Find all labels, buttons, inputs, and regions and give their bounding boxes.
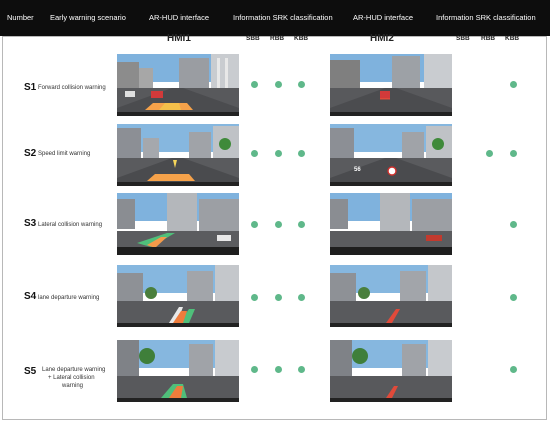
indicator-dot	[251, 221, 258, 228]
indicator-dot	[251, 81, 258, 88]
scenario-id: S4	[24, 291, 37, 302]
hmi2-title: HMI2	[370, 33, 394, 44]
hmi2-col-sbb: SBB	[456, 35, 470, 42]
indicator-dot	[275, 81, 282, 88]
hmi2-col-kbb: KBB	[505, 35, 520, 42]
hmi1-hud-image-s4	[117, 265, 239, 327]
scenario-name-line-2: + Lateral collision	[48, 375, 95, 381]
scenario-name-line-3: warning	[62, 383, 84, 389]
hmi1-col-sbb: SBB	[246, 35, 260, 42]
hmi2-col-rbb: RBB	[481, 35, 496, 42]
indicator-dot	[275, 150, 282, 157]
hud-speed-value: 56	[354, 167, 361, 173]
hmi2-hud-image-s3	[330, 193, 452, 255]
indicator-dot	[298, 294, 305, 301]
indicator-dot	[298, 221, 305, 228]
scenario-id: S2	[24, 148, 37, 159]
header-info-1: Information SRK classification	[233, 13, 333, 22]
indicator-dot	[510, 366, 517, 373]
scenario-name: lane departure warning	[38, 295, 100, 301]
indicator-dot	[251, 366, 258, 373]
header-number: Number	[7, 13, 34, 22]
header-info-2: Information SRK classification	[436, 13, 536, 22]
indicator-dot	[298, 150, 305, 157]
scenario-id: S1	[24, 82, 37, 93]
indicator-dot	[486, 150, 493, 157]
header-interface-1: AR-HUD interface	[149, 13, 210, 22]
scenario-id: S3	[24, 218, 37, 229]
scenario-name: Speed limit warning	[38, 151, 91, 157]
header-scenario: Early warning scenario	[50, 13, 126, 22]
scenario-id: S5	[24, 366, 37, 377]
hmi1-hud-image-s5	[117, 340, 239, 402]
hmi1-hud-image-s3	[117, 193, 239, 255]
hmi2-hud-image-s4	[330, 265, 452, 327]
scenario-name-line-1: Lane departure warning	[42, 367, 106, 373]
hmi2-hud-image-s5	[330, 340, 452, 402]
header-interface-2: AR-HUD interface	[353, 13, 414, 22]
hmi1-col-kbb: KBB	[294, 35, 309, 42]
indicator-dot	[510, 81, 517, 88]
hmi2-hud-image-s1	[330, 54, 452, 116]
indicator-dot	[251, 150, 258, 157]
hmi2-hud-image-s2	[330, 124, 452, 186]
indicator-dot	[251, 294, 258, 301]
scenario-name: Lateral collision warning	[38, 222, 103, 228]
indicator-dot	[275, 294, 282, 301]
indicator-dot	[275, 366, 282, 373]
indicator-dot	[510, 294, 517, 301]
indicator-dot	[298, 366, 305, 373]
hmi1-col-rbb: RBB	[270, 35, 285, 42]
hmi1-hud-image-s1	[117, 54, 239, 116]
indicator-dot	[275, 221, 282, 228]
scenario-name: Forward collision warning	[38, 85, 106, 91]
indicator-dot	[510, 150, 517, 157]
indicator-dot	[298, 81, 305, 88]
hmi1-hud-image-s2	[117, 124, 239, 186]
hmi1-title: HMI1	[167, 33, 191, 44]
indicator-dot	[510, 221, 517, 228]
